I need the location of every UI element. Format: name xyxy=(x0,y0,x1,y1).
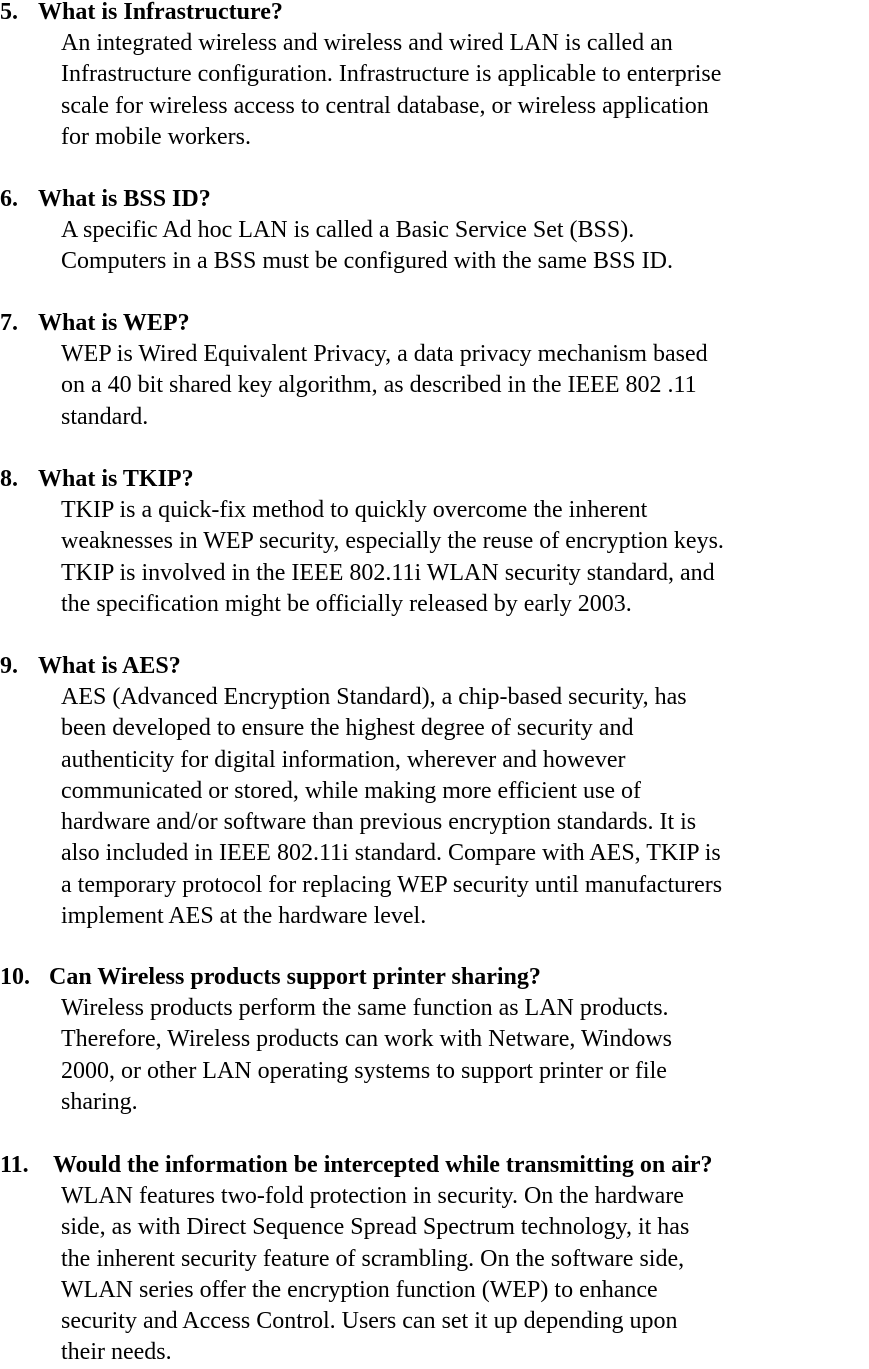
answer-line: standard. xyxy=(61,403,149,430)
answer-line: for mobile workers. xyxy=(61,123,251,150)
question-text: Can Wireless products support printer sharing? xyxy=(49,964,541,990)
answer-line: authenticity for digital information, wherever and however xyxy=(61,746,626,773)
faq-question-7 xyxy=(0,308,708,339)
faq-item-8 xyxy=(0,464,724,620)
answer-line: Infrastructure configuration. Infrastructure is applicable to enterprise xyxy=(61,61,722,88)
answer-line: the inherent security feature of scrambling. On the software side, xyxy=(61,1245,685,1272)
answer-line: also included in IEEE 802.11i standard. Compare with AES, TKIP is xyxy=(61,840,721,867)
answer-line: on a 40 bit shared key algorithm, as described in the IEEE 802 .11 xyxy=(61,372,697,399)
faq-answer-11 xyxy=(61,1181,713,1369)
answer-line: WLAN features two-fold protection in security. On the hardware xyxy=(61,1183,684,1209)
question-text: What is WEP? xyxy=(38,310,190,336)
answer-line: An integrated wireless and wireless and wired LAN is called an xyxy=(61,30,673,56)
question-number: 5. xyxy=(0,0,18,25)
answer-line: Computers in a BSS must be configured with the same BSS ID. xyxy=(61,248,673,275)
question-number: 6. xyxy=(0,186,18,212)
faq-question-10 xyxy=(0,962,672,993)
faq-answer-8 xyxy=(61,495,724,620)
faq-item-7 xyxy=(0,308,708,433)
answer-line: side, as with Direct Sequence Spread Spectrum technology, it has xyxy=(61,1214,690,1241)
question-text: What is TKIP? xyxy=(38,466,194,492)
answer-line: WLAN series offer the encryption function (WEP) to enhance xyxy=(61,1276,658,1303)
faq-item-10 xyxy=(0,962,672,1118)
faq-item-11 xyxy=(0,1150,713,1369)
answer-line: TKIP is a quick-fix method to quickly overcome the inherent xyxy=(61,497,648,523)
answer-line: hardware and/or software than previous encryption standards. It is xyxy=(61,809,697,836)
question-number: 11. xyxy=(0,1152,29,1178)
faq-question-11 xyxy=(0,1150,713,1181)
question-number: 9. xyxy=(0,653,18,679)
faq-item-5 xyxy=(0,0,721,153)
faq-question-9 xyxy=(0,651,722,682)
faq-question-5 xyxy=(0,0,721,28)
answer-line: AES (Advanced Encryption Standard), a chip-based security, has xyxy=(61,684,687,710)
answer-line: TKIP is involved in the IEEE 802.11i WLAN security standard, and xyxy=(61,559,715,586)
answer-line: a temporary protocol for replacing WEP security until manufacturers xyxy=(61,871,723,898)
answer-line: weaknesses in WEP security, especially the reuse of encryption keys. xyxy=(61,528,724,555)
faq-answer-10 xyxy=(61,993,672,1118)
faq-answer-7 xyxy=(61,339,708,433)
answer-line: A specific Ad hoc LAN is called a Basic Service Set (BSS). xyxy=(61,217,635,243)
answer-line: Wireless products perform the same function as LAN products. xyxy=(61,995,669,1021)
question-number: 8. xyxy=(0,466,18,492)
answer-line: Therefore, Wireless products can work with Netware, Windows xyxy=(61,1026,672,1053)
faq-answer-5 xyxy=(61,28,721,153)
question-number: 10. xyxy=(0,964,30,990)
answer-line: 2000, or other LAN operating systems to support printer or file xyxy=(61,1057,667,1084)
answer-line: WEP is Wired Equivalent Privacy, a data privacy mechanism based xyxy=(61,341,708,367)
answer-line: scale for wireless access to central database, or wireless application xyxy=(61,92,709,119)
answer-line: their needs. xyxy=(61,1339,172,1366)
question-text: What is BSS ID? xyxy=(38,186,211,212)
answer-line: the specification might be officially released by early 2003. xyxy=(61,590,632,617)
answer-line: been developed to ensure the highest degree of security and xyxy=(61,715,634,742)
question-text: Would the information be intercepted while transmitting on air? xyxy=(53,1152,713,1178)
answer-line: sharing. xyxy=(61,1088,138,1115)
answer-line: implement AES at the hardware level. xyxy=(61,903,427,930)
faq-item-6 xyxy=(0,184,673,278)
faq-question-8 xyxy=(0,464,724,495)
question-text: What is AES? xyxy=(38,653,181,679)
faq-question-6 xyxy=(0,184,673,215)
answer-line: security and Access Control. Users can set it up depending upon xyxy=(61,1308,678,1335)
faq-item-9 xyxy=(0,651,722,932)
answer-line: communicated or stored, while making more efficient use of xyxy=(61,777,642,804)
faq-answer-6 xyxy=(61,215,673,278)
question-number: 7. xyxy=(0,310,18,336)
question-text: What is Infrastructure? xyxy=(38,0,283,25)
faq-answer-9 xyxy=(61,682,722,932)
